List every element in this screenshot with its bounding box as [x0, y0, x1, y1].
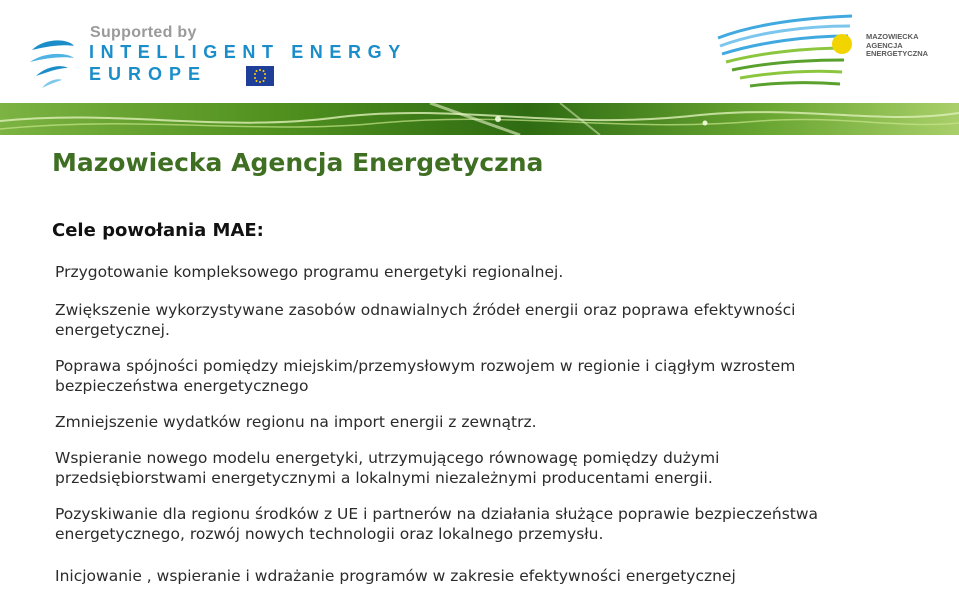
iee-name-line1: INTELLIGENT ENERGY — [89, 42, 407, 62]
eu-flag-icon — [246, 66, 274, 86]
goals-list — [55, 262, 935, 586]
list-item: Zmniejszenie wydatków regionu na import energii z zewnątrz. — [55, 413, 537, 431]
iee-logo-icon — [28, 36, 78, 92]
list-item: Inicjowanie , wspieranie i wdrażanie programów w zakresie efektywności energetycznej — [55, 567, 736, 585]
list-item: Pozyskiwanie dla regionu środków z UE i partnerów na działania służące poprawie bezpieczeństwa energetycznego, rozwój nowych technologii oraz lokalnego przemysłu. — [55, 505, 819, 543]
list-item: Poprawa spójności pomiędzy miejskim/przemysłowym rozwojem w regionie i ciągłym wzrostem bezpieczeństwa energetycznego — [55, 357, 796, 395]
list-item: Zwiększenie wykorzystywane zasobów odnawialnych źródeł energii oraz poprawa efektywności energetycznej. — [55, 301, 796, 339]
page-title: Mazowiecka Agencja Energetyczna — [52, 148, 544, 177]
supported-by-text: Supported by — [90, 24, 197, 41]
mae-logo-text: MAZOWIECKA AGENCJA ENERGETYCZNA — [866, 32, 929, 58]
section-subtitle: Cele powołania MAE: — [52, 220, 264, 241]
banner-decoration — [0, 103, 959, 135]
iee-name-line2: EUROPE — [89, 64, 208, 84]
header — [0, 0, 959, 103]
list-item: Wspieranie nowego modelu energetyki, utrzymującego równowagę pomiędzy dużymi przedsiębiorstwami energetycznymi a lokalnymi niezależnymi producentami energii. — [55, 449, 720, 487]
list-item: Przygotowanie kompleksowego programu energetyki regionalnej. — [55, 263, 564, 281]
mae-logo-icon — [714, 12, 864, 90]
